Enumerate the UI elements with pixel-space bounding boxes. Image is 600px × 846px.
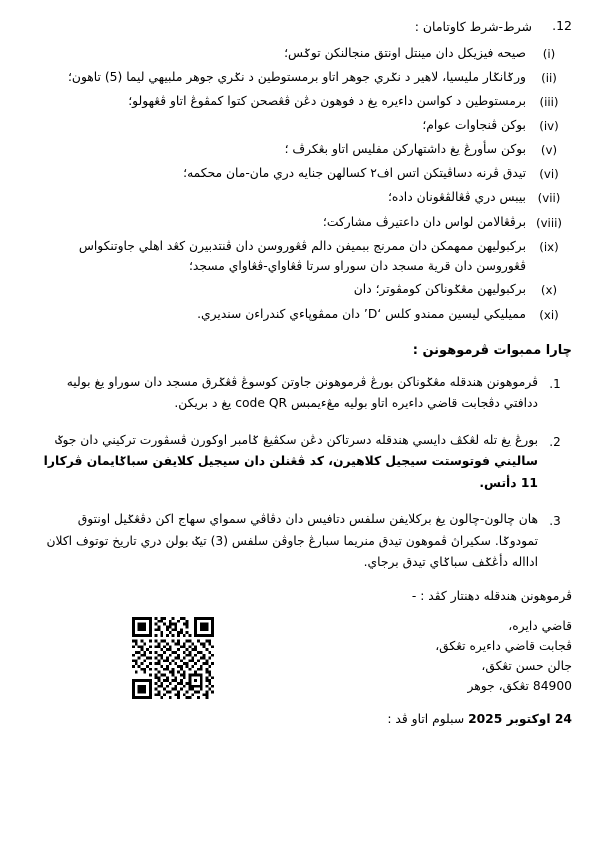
clause-12 xyxy=(28,18,572,37)
list-item-text: صيحه فيزيكل دان مينتل اونتق منجالنكن توݢس؛ xyxy=(284,45,526,60)
list-item xyxy=(28,140,572,160)
deadline-date xyxy=(28,712,572,726)
signature-block xyxy=(28,617,572,737)
list-item-marker: (xi) xyxy=(539,307,559,322)
list-item xyxy=(28,164,572,184)
list-item-text: بركبوليهن مڠݢوناكن كومڤوتر؛ دان xyxy=(353,282,526,297)
paragraph-2 xyxy=(28,430,572,495)
paragraph-1 xyxy=(28,372,572,415)
document-body xyxy=(28,18,572,737)
list-item-marker: (iv) xyxy=(539,119,559,134)
list-item-text: برڤڠالامن لواس دان داعتيرڤ مشاركت؛ xyxy=(322,214,526,229)
deadline-date-value: 24 اوكتوبر 2025 xyxy=(468,712,572,727)
paragraph-2-text: بورڠ يغ تله لڠكڤ دايسي هندقله دسرتاكن دڠن سكڤيڠ ݢامبر اوكورن ڤسڤورت تركيني دان جوݢ ساليني فوتوستت سيجيل كلاهيرن، كد ڤڠنلن دان سيجيل كلايفن سباݢايمان ڤركارا 11 دأتس. xyxy=(43,432,538,490)
list-item-marker: (ii) xyxy=(541,70,557,85)
list-item-text: بوكن ڤنجاوات عوام؛ xyxy=(422,118,526,133)
list-item xyxy=(28,188,572,208)
qr-code xyxy=(132,617,214,699)
address-line: 84900 تڠكق، جوهر xyxy=(467,678,572,693)
recipient-address xyxy=(28,617,572,697)
section-title: چارا ممبوات ڤرموهونن : xyxy=(412,342,572,358)
list-item xyxy=(28,44,572,64)
closing-line: ڤرموهونن هندقله دهنتار كڤد : - xyxy=(411,588,572,603)
list-item-text: بركبوليهن ممهمكن دان ممرنج ببميفن دالم ڤڠوروسن دان ڤنتدبيرن كڠد اهلي جاوتنكواس ڤڠوروسن دان قرية مسجد دان سوراو سرتا ڤڠاواي-ڤڠاواي مسجد؛ xyxy=(78,238,526,273)
clause-12-number: 12. xyxy=(552,18,572,33)
list-item-text: تيدق ڤرنه دساڤيتكن اتس اف٢ كسالهن جنايه دري مان-مان محكمه؛ xyxy=(183,166,526,181)
conditions-list xyxy=(28,44,572,325)
list-item-text: بيبس دري ڤڠالڤڠونان داده؛ xyxy=(387,190,526,205)
clause-12-text: شرط-شرط كاوتامان : xyxy=(414,19,532,34)
list-item xyxy=(28,280,572,300)
list-item-marker: (vii) xyxy=(537,191,561,206)
address-line: ڤجابت قاضي داءيره تڠكق، xyxy=(435,638,572,653)
list-item xyxy=(28,305,572,325)
list-item xyxy=(28,92,572,112)
paragraph-3-text: هان چالون-چالون يغ بركلايفن سلفس دتافيس دان دڤاڤي سمواي سهاج اكن دڤڠݢيل اونتوق تمودوݢا. سكيراڽ ڤموهون تيدق منريما سبارڠ جاوڤن سلفس (3) تيݢ بولن دري تاريخ توتوف اكلان ادااله دأڠݢف سباݢاي تيدق برجاي. xyxy=(46,512,538,570)
paragraph-1-text: ڤرموهونن هندقله مڠݢوناكن بورڠ ڤرموهونن جاوتن كوسوڠ ڤڠݢرق مسجد دان سوراو يغ بوليه ددافتي دڤجابت قاضي داءيره اتاو بوليه مڠءيمبس code QR يغ د بريكن. xyxy=(66,374,538,411)
list-item-marker: (ix) xyxy=(539,239,559,254)
list-item-text: مميليكي ليسين ممندو كلس ‘D’ دان ممڤوڽاءي كندراءن سنديري. xyxy=(197,306,526,321)
list-item-text: برمستوطين د كواسن داءيره يغ د فوهون دڠن ڤڠصحن كتوا كمڤوڠ اتاو ڤڠهولو؛ xyxy=(128,93,526,108)
paragraph-1-number: 1. xyxy=(549,376,561,391)
list-item-marker: (x) xyxy=(540,283,558,298)
paragraph-2-number: 2. xyxy=(549,434,561,449)
list-item-text: بوكن سأورڠ يغ داشتهاركن مفليس اتاو بڠكرڤ ؛ xyxy=(284,142,526,157)
deadline-date-label: سبلوم اتاو ڤد : xyxy=(387,712,465,727)
list-item-text: ورݢانݢار مليسيا، لاهير د نݢري جوهر اتاو برمستوطين د نݢري جوهر ملبيهي ليما (5) تاهون؛ xyxy=(68,69,526,84)
list-item xyxy=(28,237,572,277)
list-item-marker: (viii) xyxy=(535,215,563,230)
list-item xyxy=(28,68,572,88)
list-item-marker: (v) xyxy=(540,143,558,158)
paragraph-3-number: 3. xyxy=(549,514,561,529)
list-item-marker: (vi) xyxy=(539,167,559,182)
list-item xyxy=(28,116,572,136)
list-item-marker: (iii) xyxy=(539,94,559,109)
list-item xyxy=(28,213,572,233)
address-line: قاضي دايره، xyxy=(508,618,572,633)
list-item-marker: (i) xyxy=(542,46,556,61)
address-line: جالن حسن تڠكق، xyxy=(481,658,572,673)
paragraph-3 xyxy=(28,509,572,574)
